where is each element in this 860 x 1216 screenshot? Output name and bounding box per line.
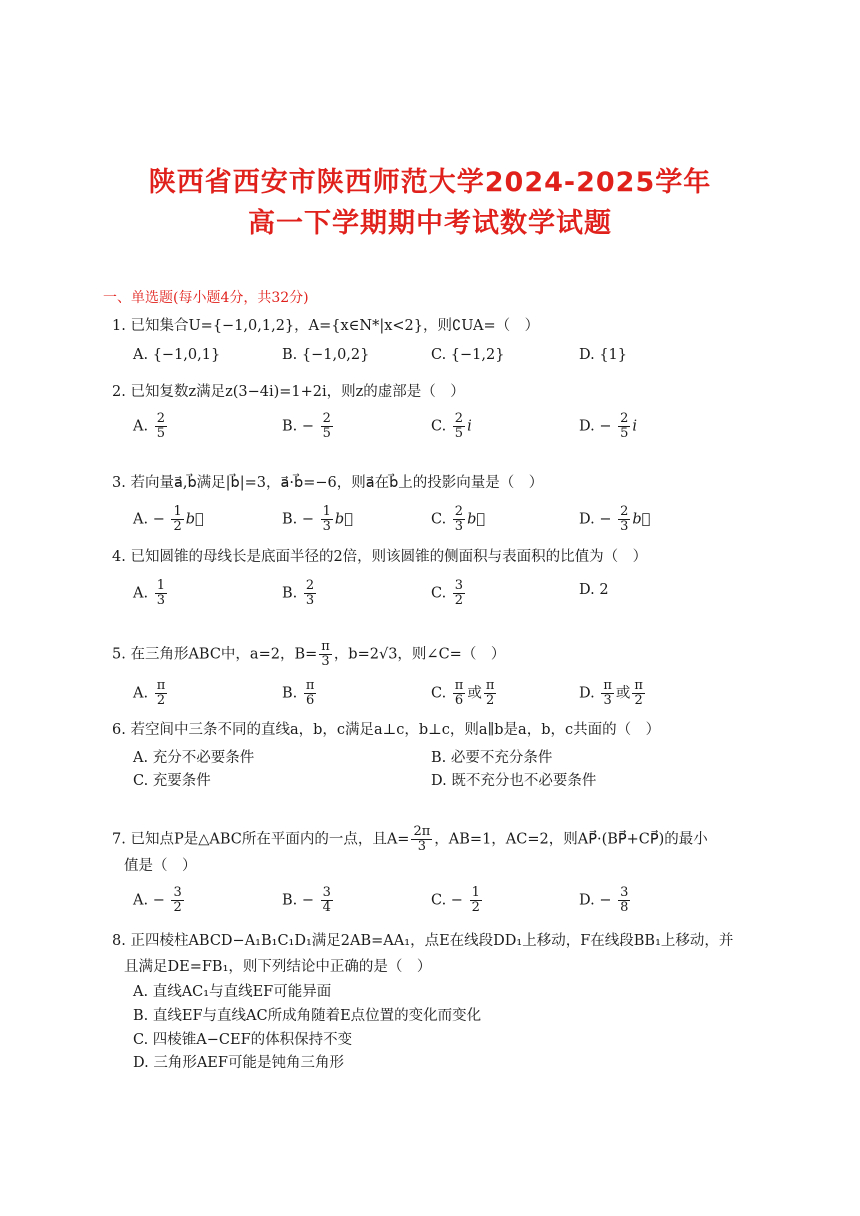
fraction-denominator: 3 (156, 593, 165, 608)
stem-text: ，AB=1，AC=2，则AP⃗·(BP⃗+CP⃗)的最小 (434, 831, 708, 848)
vector-b: b⃗ (467, 511, 486, 528)
fraction-numerator: 3 (173, 885, 182, 900)
fraction-numerator: 1 (173, 504, 182, 519)
question-5-option-d (579, 679, 647, 708)
question-4-stem: 4. 已知圆锥的母线长是底面半径的2倍，则该圆锥的侧面积与表面积的比值为（ ） (112, 549, 648, 565)
question-4-option-d: D. 2 (579, 582, 609, 598)
option-label: C. − (431, 892, 463, 909)
question-2-option-b (282, 412, 335, 441)
question-3-option-c (431, 505, 485, 534)
question-2-option-d (579, 412, 637, 441)
fraction (319, 640, 332, 669)
question-6-option-b: B. 必要不充分条件 (431, 750, 553, 766)
fraction-numerator: π (305, 678, 315, 693)
question-6-stem: 6. 若空间中三条不同的直线a，b，c满足a⊥c，b⊥c，则a∥b是a，b，c共面的（ ） (112, 722, 661, 738)
fraction-denominator: 3 (305, 593, 315, 608)
section-heading: 一、单选题(每小题4分，共32分) (103, 290, 309, 306)
fraction (453, 505, 465, 534)
question-4-option-b (282, 579, 318, 608)
or-word: 或 (467, 685, 482, 702)
fraction-denominator: 3 (620, 519, 629, 534)
fraction (618, 412, 630, 441)
fraction (155, 679, 168, 708)
option-label: B. (282, 685, 298, 702)
fraction (321, 505, 333, 534)
fraction (618, 505, 630, 534)
fraction (632, 679, 645, 708)
fraction (601, 679, 614, 708)
fraction-numerator: π (603, 678, 612, 693)
fraction-denominator: 5 (454, 426, 464, 441)
fraction-denominator: 8 (620, 900, 629, 915)
option-label: D. − (579, 511, 612, 528)
fraction-denominator: 3 (417, 839, 427, 854)
option-label: D. − (579, 892, 612, 909)
fraction-numerator: 2 (620, 411, 629, 426)
vector-b: b⃗ (632, 511, 651, 528)
fraction (618, 886, 630, 915)
stem-text: 7. 已知点P是△ABC所在平面内的一点，且A= (112, 831, 410, 848)
question-7-stem-line2: 值是（ ） (124, 858, 197, 874)
fraction-numerator: π (321, 639, 330, 654)
question-6-option-c: C. 充要条件 (133, 773, 211, 789)
fraction-numerator: 2 (322, 411, 331, 426)
question-2-stem: 2. 已知复数z满足z(3−4i)=1+2i，则z的虚部是（ ） (112, 384, 465, 400)
question-6-option-d: D. 既不充分也不必要条件 (431, 773, 597, 789)
fraction-numerator: 3 (322, 885, 331, 900)
question-8-option-a: A. 直线AC₁与直线EF可能异面 (133, 984, 332, 1000)
fraction-numerator: 3 (454, 578, 464, 593)
question-5-option-a (133, 679, 169, 708)
fraction-numerator: 2 (620, 504, 629, 519)
option-label: C. (431, 511, 447, 528)
question-5-option-c (431, 679, 498, 708)
fraction (155, 579, 167, 608)
option-label: A. − (133, 892, 165, 909)
question-3-option-b (282, 505, 353, 534)
option-label: D. (579, 685, 595, 702)
fraction-denominator: 3 (322, 519, 331, 534)
option-label: C. (431, 585, 447, 602)
question-8-option-b: B. 直线EF与直线AC所成角随着E点位置的变化而变化 (133, 1008, 482, 1024)
question-4-option-a (133, 579, 169, 608)
fraction-denominator: 4 (322, 900, 331, 915)
question-7-stem (112, 825, 708, 854)
question-1-option-a: A. {−1,0,1} (133, 347, 221, 363)
option-label: A. (133, 418, 149, 435)
question-2-option-c (431, 412, 472, 441)
fraction-denominator: 2 (634, 693, 643, 708)
fraction-denominator: 5 (156, 426, 165, 441)
fraction-denominator: 2 (454, 593, 464, 608)
question-6-option-a: A. 充分不必要条件 (133, 750, 255, 766)
question-1-option-c: C. {−1,2} (431, 347, 505, 363)
fraction-numerator: π (156, 678, 166, 693)
option-label: C. (431, 418, 447, 435)
fraction-numerator: 2 (454, 411, 464, 426)
fraction-numerator: π (634, 678, 643, 693)
question-7-option-c (431, 886, 484, 915)
fraction-numerator: π (485, 678, 495, 693)
option-label: D. − (579, 418, 612, 435)
fraction (155, 412, 167, 441)
stem-text: 5. 在三角形ABC中，a=2，B= (112, 646, 318, 663)
fraction-denominator: 6 (306, 693, 315, 708)
option-label: B. − (282, 892, 315, 909)
fraction (453, 679, 466, 708)
fraction-denominator: 2 (173, 900, 182, 915)
vector-b: b⃗ (185, 511, 204, 528)
fraction-numerator: 1 (322, 504, 331, 519)
question-7-option-a (133, 886, 186, 915)
fraction-denominator: 2 (173, 519, 182, 534)
question-1-stem: 1. 已知集合U={−1,0,1,2}，A={x∈N*|x<2}，则∁UA=（ ） (112, 318, 540, 334)
question-8-option-d: D. 三角形AEF可能是钝角三角形 (133, 1055, 344, 1071)
fraction-numerator: π (454, 678, 464, 693)
question-3-option-d (579, 505, 650, 534)
fraction (321, 886, 333, 915)
fraction-numerator: 1 (471, 885, 480, 900)
fraction-numerator: 1 (156, 578, 165, 593)
fraction-numerator: 3 (620, 885, 629, 900)
question-8-stem-line1: 8. 正四棱柱ABCD−A₁B₁C₁D₁满足2AB=AA₁，点E在线段DD₁上移动，F在线段BB₁上移动，并 (112, 933, 734, 949)
document-title-line2: 高一下学期期中考试数学试题 (248, 208, 612, 239)
fraction-denominator: 5 (322, 426, 331, 441)
fraction (171, 886, 183, 915)
option-label: C. (431, 685, 447, 702)
fraction-numerator: 2 (454, 504, 464, 519)
or-word: 或 (615, 685, 631, 702)
question-3-option-a (133, 505, 204, 534)
fraction-denominator: 2 (156, 693, 166, 708)
fraction (171, 505, 183, 534)
question-1-option-b: B. {−1,0,2} (282, 347, 370, 363)
option-label: A. − (133, 511, 165, 528)
fraction-numerator: 2 (305, 578, 315, 593)
fraction (304, 579, 316, 608)
fraction (484, 679, 497, 708)
document-title-line1: 陕西省西安市陕西师范大学2024-2025学年 (148, 167, 712, 198)
option-label: A. (133, 685, 149, 702)
fraction-denominator: 2 (471, 900, 480, 915)
fraction-denominator: 3 (454, 519, 464, 534)
fraction-denominator: 2 (485, 693, 495, 708)
fraction (453, 412, 465, 441)
question-8-stem-line2: 且满足DE=FB₁，则下列结论中正确的是（ ） (124, 959, 432, 975)
fraction (304, 679, 317, 708)
question-4-option-c (431, 579, 467, 608)
option-label: A. (133, 585, 149, 602)
fraction (321, 412, 333, 441)
fraction-denominator: 3 (603, 693, 612, 708)
vector-b: b⃗ (334, 511, 353, 528)
fraction-denominator: 3 (321, 654, 330, 669)
imaginary-unit: i (467, 418, 472, 435)
fraction-denominator: 5 (620, 426, 629, 441)
fraction-numerator: 2π (413, 824, 431, 839)
fraction (411, 825, 432, 854)
fraction (470, 886, 482, 915)
fraction-numerator: 2 (156, 411, 165, 426)
option-label: B. (282, 585, 298, 602)
option-label: B. − (282, 511, 315, 528)
question-7-option-d (579, 886, 632, 915)
fraction-denominator: 6 (454, 693, 464, 708)
imaginary-unit: i (632, 418, 638, 435)
question-5-option-b (282, 679, 318, 708)
question-5-stem (112, 640, 505, 669)
question-3-stem: 3. 若向量a⃗,b⃗满足|b⃗|=3，a⃗·b⃗=−6，则a⃗在b⃗上的投影向量是（ ） (112, 475, 544, 491)
question-8-option-c: C. 四棱锥A−CEF的体积保持不变 (133, 1032, 353, 1048)
question-2-option-a (133, 412, 169, 441)
question-1-option-d: D. {1} (579, 347, 628, 363)
question-7-option-b (282, 886, 335, 915)
option-label: B. − (282, 418, 315, 435)
fraction (453, 579, 465, 608)
stem-text: ，b=2√3，则∠C=（ ） (333, 646, 506, 663)
